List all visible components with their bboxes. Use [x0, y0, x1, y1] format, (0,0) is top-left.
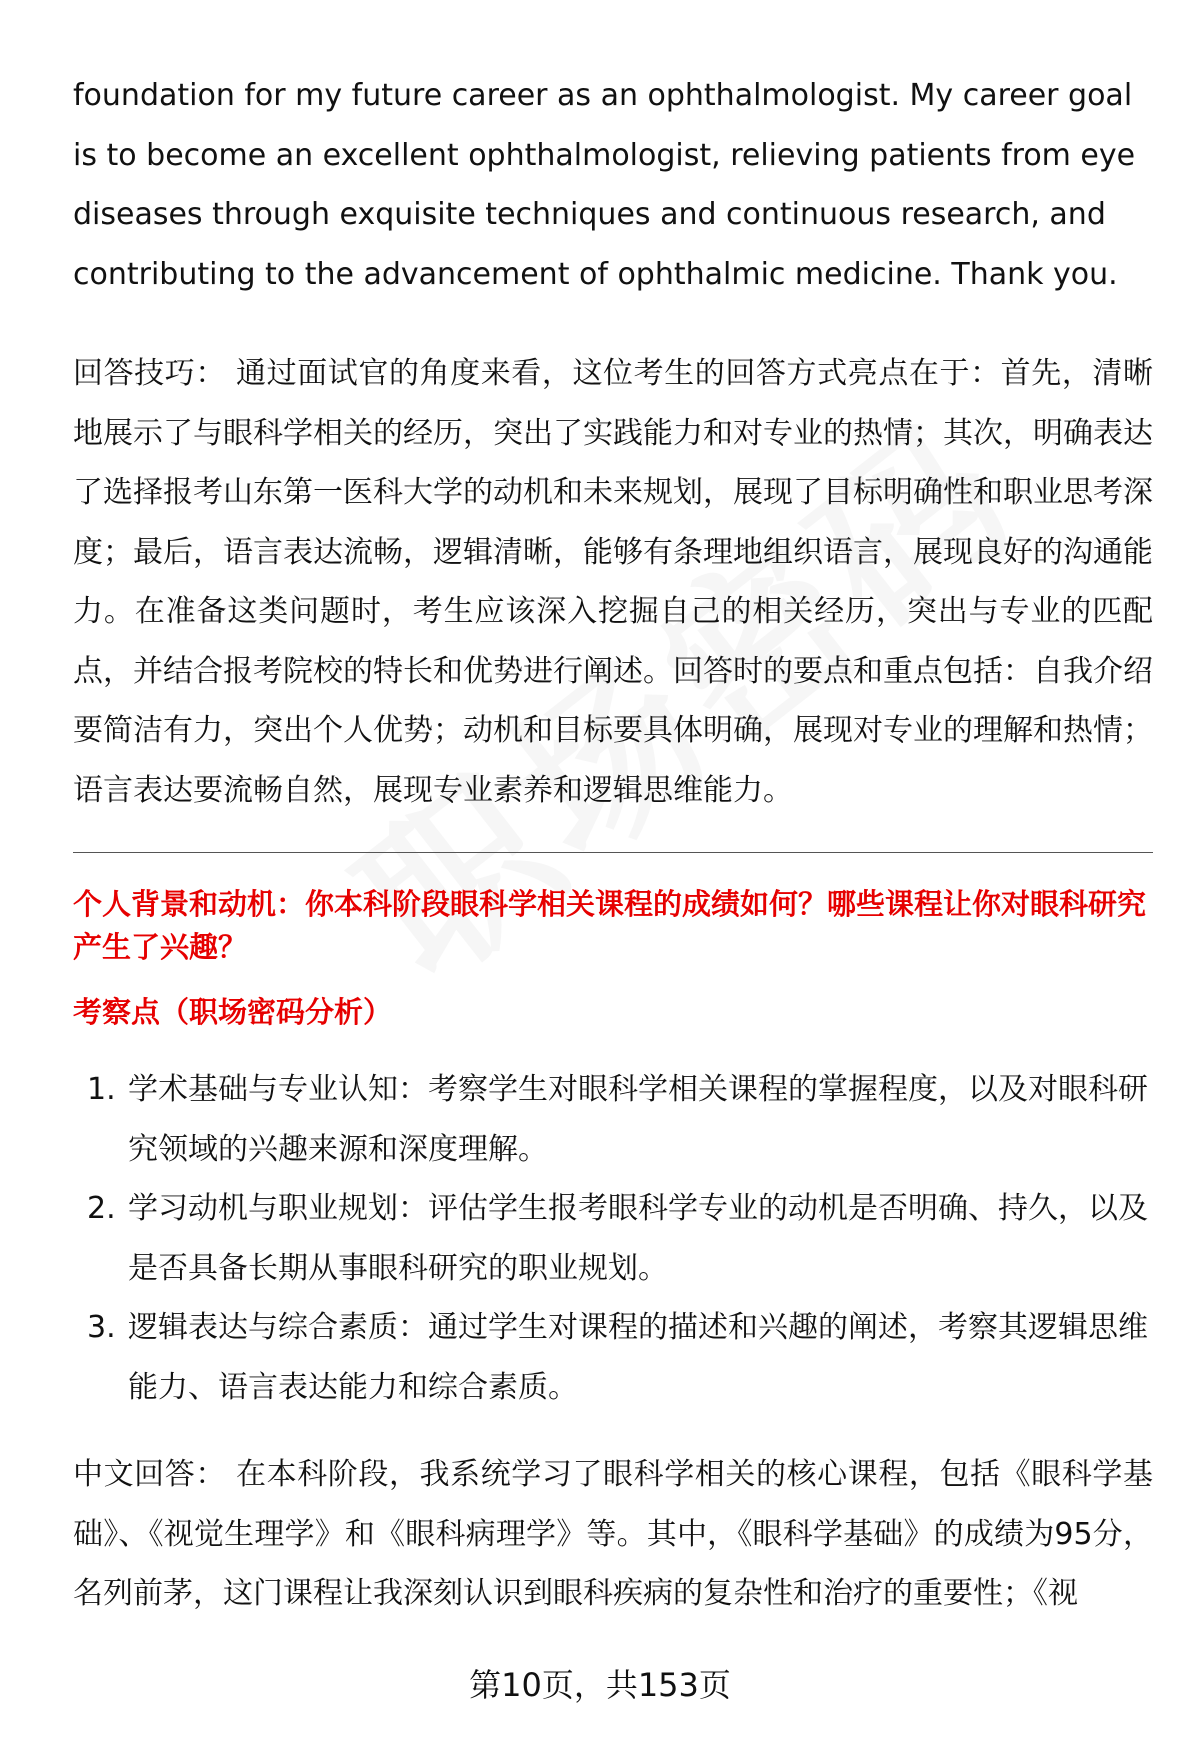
- page-content: [73, 66, 1153, 1624]
- spacer: [73, 1417, 1153, 1445]
- list-item-text: 学术基础与专业认知：考察学生对眼科学相关课程的掌握程度，以及对眼科研究领域的兴趣来源和深度理解。: [128, 1072, 1148, 1167]
- list-item-text: 学习动机与职业规划：评估学生报考眼科学专业的动机是否明确、持久，以及是否具备长期从事眼科研究的职业规划。: [128, 1191, 1148, 1286]
- question-heading: 个人背景和动机：你本科阶段眼科学相关课程的成绩如何？哪些课程让你对眼科研究产生了兴趣？: [73, 887, 1147, 964]
- page-number-footer: 第10页，共153页: [469, 1666, 731, 1704]
- tips-label: 回答技巧：: [73, 356, 226, 391]
- list-item-text: 逻辑表达与综合素质：通过学生对课程的描述和兴趣的阐述，考察其逻辑思维能力、语言表达能力和综合素质。: [128, 1310, 1148, 1405]
- list-item-number: 3.: [87, 1310, 116, 1345]
- list-item: [73, 1298, 1153, 1417]
- assessment-list: [73, 1060, 1153, 1417]
- section-divider: [73, 852, 1153, 853]
- tips-text: 通过面试官的角度来看，这位考生的回答方式亮点在于：首先，清晰地展示了与眼科学相关的经历，突出了实践能力和对专业的热情；其次，明确表达了选择报考山东第一医科大学的动机和未来规划，展现了目标明确性和职业思考深度；最后，语言表达流畅，逻辑清晰，能够有条理地组织语言，展现良好的沟通能力。在准备这类问题时，考生应该深入挖掘自己的相关经历，突出与专业的匹配点，并结合报考院校的特长和优势进行阐述。回答时的要点和重点包括：自我介绍要简洁有力，突出个人优势；动机和目标要具体明确，展现对专业的理解和热情；语言表达要流畅自然，展现专业素养和逻辑思维能力。: [73, 356, 1153, 808]
- chinese-answer-text: 在本科阶段，我系统学习了眼科学相关的核心课程，包括《眼科学基础》、《视觉生理学》和《眼科病理学》等。其中，《眼科学基础》的成绩为95分，名列前茅，这门课程让我深刻认识到眼科疾病的复杂性和治疗的重要性；《视: [73, 1457, 1153, 1611]
- chinese-answer-label: 中文回答：: [73, 1457, 226, 1492]
- chinese-answer-paragraph: [73, 1445, 1153, 1624]
- intro-paragraph: foundation for my future career as an ophthalmologist. My career goal is to become an excellent ophthalmologist, relieving patients from eye diseases through exquisite techniques and continuous research, and contributing to the advancement of ophthalmic medicine. Thank you.: [73, 78, 1136, 292]
- list-item-number: 2.: [87, 1191, 116, 1226]
- spacer: [73, 304, 1153, 344]
- list-item: [73, 1179, 1153, 1298]
- list-item: [73, 1060, 1153, 1179]
- list-item-number: 1.: [87, 1072, 116, 1107]
- tips-paragraph: [73, 344, 1153, 820]
- assessment-heading: 考察点（职场密码分析）: [73, 995, 393, 1029]
